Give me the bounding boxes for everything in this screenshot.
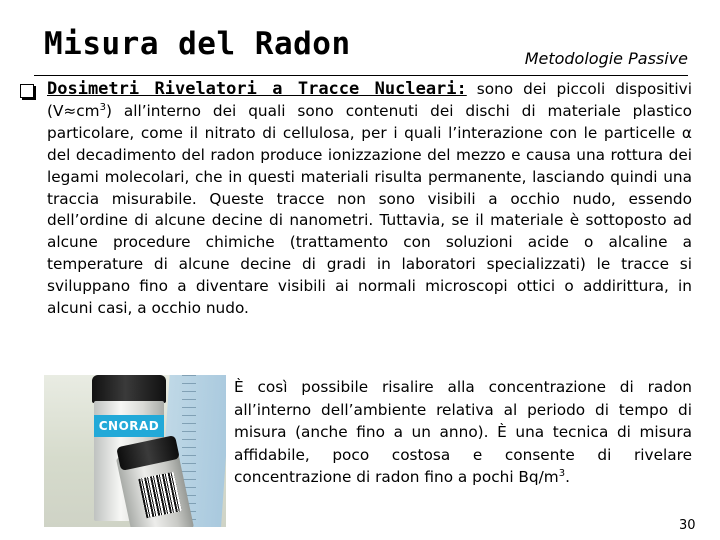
dosimeter-photo	[44, 375, 226, 527]
slide-title: Misura del Radon	[44, 26, 351, 62]
slide-subtitle: Metodologie Passive	[524, 49, 688, 68]
side-text-superscript: 3	[558, 467, 566, 479]
bullet-text-part1: sono dei piccoli dispositivi (V≈cm	[47, 80, 692, 120]
page-number: 30	[679, 518, 696, 533]
title-divider	[34, 75, 688, 76]
bullet-heading: Dosimetri Rivelatori a Tracce Nucleari:	[47, 79, 467, 99]
bullet-text-part2: ) all’interno dei quali sono contenuti dei dischi di materiale plastico particolare, come il nitrato di cellulosa, per i quali l’interazione con le particelle α del decadimento del radon produce ionizzazione del mezzo e causa una rottura dei legami molecolari, che in questi materiali risulta permanente, lasciando quindi una traccia misurabile. Queste tracce non sono visibili a occhio nudo, essendo dell’ordine di alcune decine di nanometri. Tuttavia, se il materiale è sottoposto ad alcune procedure chimiche (trattamento con soluzioni acide o alcaline a temperature di alcune decine di gradi in laboratori specializzati) le tracce si sviluppano fino a diventare visibili ai normali microscopi ottici o addirittura, in alcuni casi, a occhio nudo.	[47, 101, 692, 318]
side-text-main: È così possibile risalire alla concentrazione di radon all’interno dell’ambiente relativa al periodo di tempo di misura (anche fino a un anno). È una tecnica di misura affidabile, poco costosa e consente di rivelare concentrazione di radon fino a pochi Bq/m	[234, 378, 692, 486]
bullet-superscript: 3	[99, 101, 106, 113]
dosimeter-cap	[92, 375, 166, 403]
bullet-paragraph	[47, 79, 692, 320]
side-text-end: .	[565, 468, 570, 486]
side-paragraph	[234, 376, 692, 489]
dosimeter-label: CNORAD	[94, 415, 164, 437]
checkbox-bullet-icon	[20, 84, 34, 98]
